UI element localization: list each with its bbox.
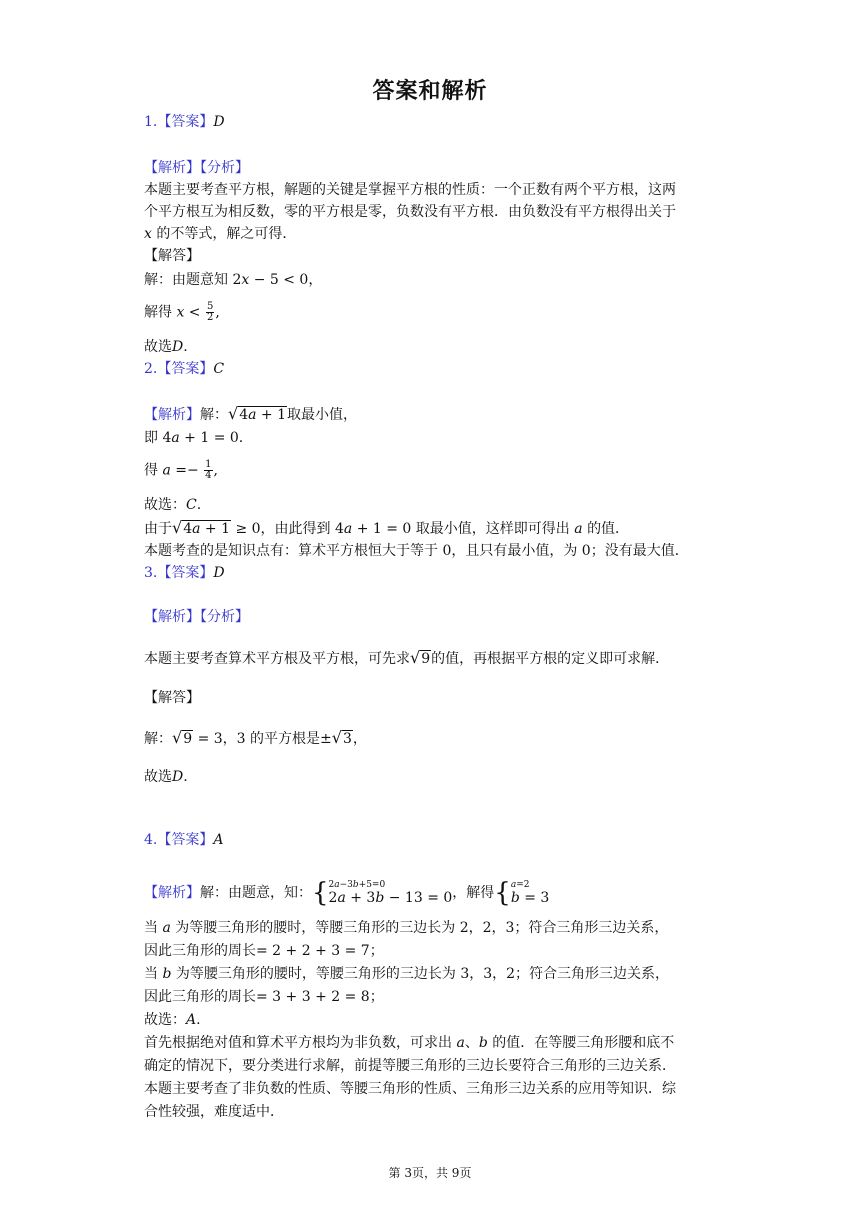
q2-answer: C — [213, 361, 225, 377]
page-title: 答案和解析 — [372, 78, 488, 104]
q4-analysis-line-2: 当 a 为等腰三角形的腰时，等腰三角形的三边长为 2，2，3；符合三角形三边关系， — [144, 920, 669, 936]
q1-answer: D — [213, 114, 225, 130]
q1-solve-tag: 【解答】 — [144, 248, 200, 264]
q1-analysis-text-1: 本题主要考查平方根，解题的关键是掌握平方根的性质：一个正数有两个平方根，这两 — [144, 182, 676, 198]
q2-answer-line — [144, 359, 224, 379]
q2-fraction: $\frac{1}{4}$ — [205, 459, 212, 481]
page-footer: 第 3页，共 9页 — [388, 1166, 472, 1180]
q1-analysis-text-2: 个平方根互为相反数，零的平方根是零，负数没有平方根．由负数没有平方根得出关于 — [144, 204, 676, 220]
q2-analysis-line-5: 由于√4𝑎 + 1 ≥ 0，由此得到 4𝑎 + 1 = 0 取最小值，这样即可得出 a 的值． — [144, 518, 630, 537]
q4-analysis-line-9: 本题主要考查了非负数的性质、等腰三角形的性质、三角形三边关系的应用等知识．综 — [144, 1081, 676, 1097]
q3-answer-line — [144, 563, 225, 583]
q1-answer-line — [144, 112, 225, 132]
q4-analysis-line-4: 当 b 为等腰三角形的腰时，等腰三角形的三边长为 3，3，2；符合三角形三边关系， — [144, 966, 670, 982]
q3-answer: D — [213, 565, 225, 581]
q1-solve-line-2: 解得 𝑥 < $\frac{5}{2}$ , — [144, 301, 220, 323]
q4-solution-system: { 𝑎=2 𝑏 = 3 — [494, 878, 550, 908]
q1-fraction: $\frac{5}{2}$ — [206, 301, 214, 323]
q1-inequality: 2𝑥 − 5 < 0 — [232, 272, 309, 288]
q4-answer: A — [213, 832, 224, 848]
q4-analysis-line-1: 【解析】解：由题意，知：{ 2𝑎−3𝑏+5=0 2𝑎 + 3𝑏 − 13 = 0 ，解得{ 𝑎=2 𝑏 = 3 — [144, 878, 550, 908]
q4-choose-line: 故选：A. — [144, 1012, 201, 1028]
q1-choose-line: 故选D. — [144, 339, 188, 355]
q2-answer-tag: 2.【答案】 — [144, 361, 214, 377]
q2-analysis-line-6: 本题考查的是知识点有：算术平方根恒大于等于 0，且只有最小值，为 0；没有最大值． — [144, 543, 689, 559]
q1-answer-tag: 1.【答案】 — [144, 114, 214, 130]
q4-analysis-line-3: 因此三角形的周长= 2 + 2 + 3 = 7； — [144, 943, 384, 959]
q4-answer-tag: 4.【答案】 — [144, 832, 214, 848]
q3-analysis-text: 本题主要考查算术平方根及平方根，可先求√9的值，再根据平方根的定义即可求解． — [144, 648, 670, 667]
q2-analysis-line-1: 【解析】解：√4𝑎 + 1取最小值， — [144, 404, 357, 423]
q4-analysis-line-5: 因此三角形的周长= 3 + 3 + 2 = 8； — [144, 989, 384, 1005]
q4-analysis-line-8: 确定的情况下，要分类进行求解，前提等腰三角形的三边长要符合三角形的三边关系． — [144, 1058, 676, 1074]
q4-equation-system: { 2𝑎−3𝑏+5=0 2𝑎 + 3𝑏 − 13 = 0 — [312, 878, 453, 908]
q2-sqrt-expression: √4𝑎 + 1 — [228, 404, 286, 423]
q4-analysis-line-10: 合性较强，难度适中． — [144, 1104, 284, 1120]
q3-solve-tag: 【解答】 — [144, 690, 200, 706]
q1-analysis-tag: 【解析】【分析】 — [144, 160, 249, 176]
q3-choose-line: 故选D. — [144, 769, 188, 785]
q4-answer-line — [144, 830, 223, 850]
q2-analysis-line-2: 即 4𝑎 + 1 = 0. — [144, 430, 244, 446]
q2-analysis-line-3: 得 𝑎 =− $\frac{1}{4}$ , — [144, 459, 218, 481]
q1-solve-line-1: 解：由题意知 2𝑥 − 5 < 0， — [144, 272, 323, 288]
q3-analysis-tag: 【解析】【分析】 — [144, 609, 249, 625]
q4-analysis-line-7: 首先根据绝对值和算术平方根均为非负数，可求出 a、b 的值．在等腰三角形腰和底不 — [144, 1035, 675, 1051]
q1-analysis-text-3: x 的不等式，解之可得． — [144, 226, 297, 242]
q3-answer-tag: 3.【答案】 — [144, 565, 214, 581]
q3-solve-line-1: 解：√9 = 3，3 的平方根是±√3， — [144, 728, 367, 747]
q2-choose-line: 故选：C. — [144, 497, 202, 513]
